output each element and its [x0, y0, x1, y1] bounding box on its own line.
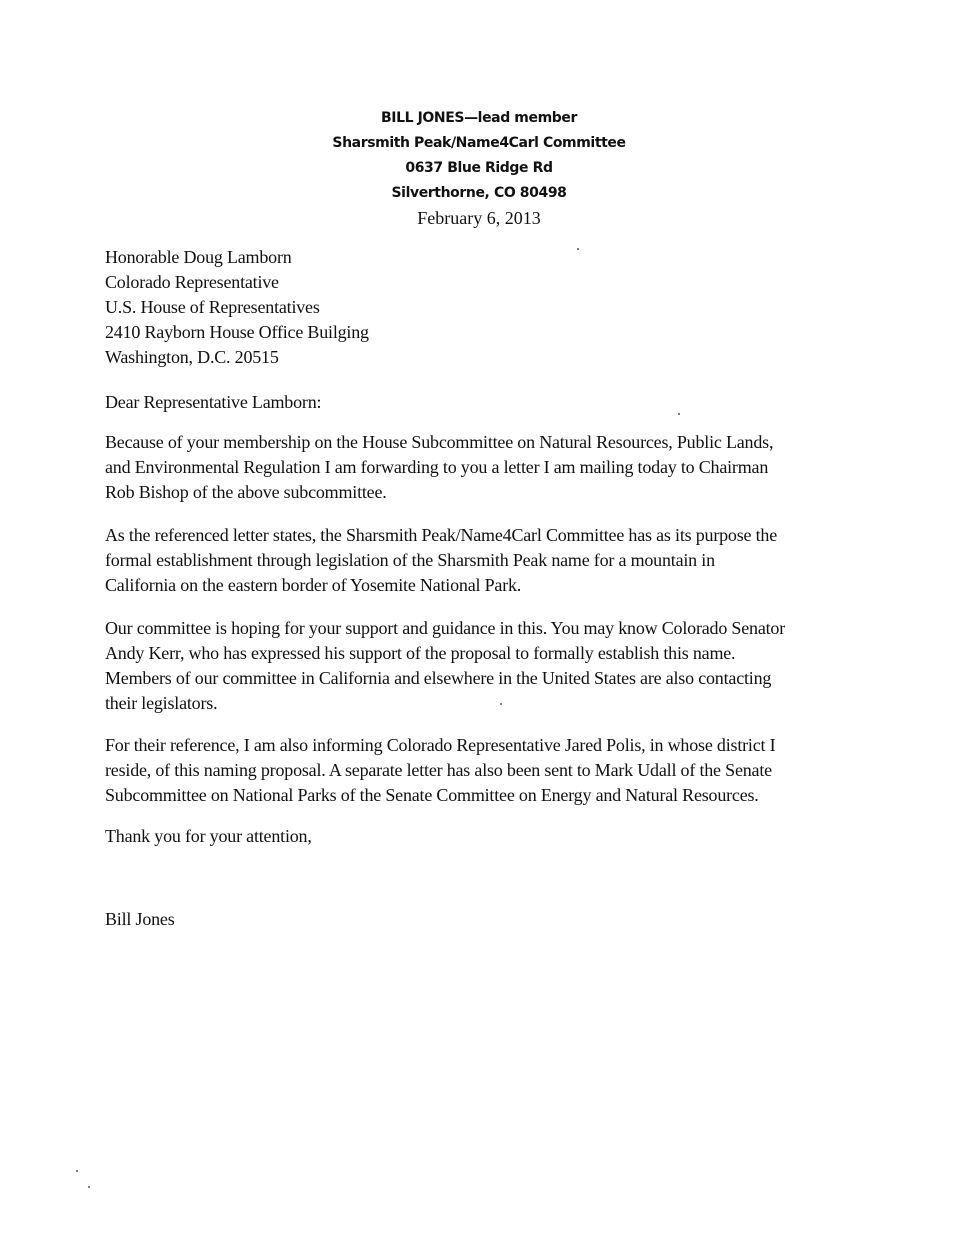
recipient-title: Colorado Representative [105, 272, 279, 292]
recipient-name: Honorable Doug Lamborn [105, 247, 292, 267]
sender-name-line: BILL JONES—lead member [381, 110, 577, 126]
paragraph-line: Subcommittee on National Parks of the Senate Committee on Energy and Natural Resources. [105, 785, 759, 805]
scan-speck [577, 248, 579, 250]
body-paragraph [105, 733, 865, 808]
scan-speck [500, 703, 502, 705]
paragraph-line: Andy Kerr, who has expressed his support of the proposal to formally establish this name. [105, 643, 736, 663]
scan-speck [678, 413, 680, 415]
scan-speck [76, 1170, 78, 1172]
paragraph-line: Our committee is hoping for your support and guidance in this. You may know Colorado Senator [105, 618, 786, 638]
body-paragraph [105, 430, 865, 505]
paragraph-line: formal establishment through legislation of the Sharsmith Peak name for a mountain in [105, 550, 715, 570]
scan-speck [88, 1186, 90, 1188]
paragraph-line: As the referenced letter states, the Sharsmith Peak/Name4Carl Committee has as its purpose the [105, 525, 778, 545]
paragraph-line: Members of our committee in California and elsewhere in the United States are also contacting [105, 668, 772, 688]
sender-street: 0637 Blue Ridge Rd [405, 160, 553, 176]
paragraph-line: Because of your membership on the House Subcommittee on Natural Resources, Public Lands, [105, 432, 774, 452]
paragraph-line: reside, of this naming proposal. A separate letter has also been sent to Mark Udall of the Senate [105, 760, 772, 780]
recipient-address-block [105, 245, 369, 370]
salutation: Dear Representative Lamborn: [105, 392, 322, 412]
letter-date: February 6, 2013 [417, 208, 541, 228]
recipient-city: Washington, D.C. 20515 [105, 347, 279, 367]
body-paragraph [105, 523, 865, 598]
paragraph-line: California on the eastern border of Yosemite National Park. [105, 575, 522, 595]
body-paragraph [105, 616, 865, 716]
paragraph-line: and Environmental Regulation I am forwarding to you a letter I am mailing today to Chairman [105, 457, 769, 477]
paragraph-line: their legislators. [105, 693, 218, 713]
letterhead [0, 106, 958, 231]
sender-city: Silverthorne, CO 80498 [391, 185, 567, 201]
signature-name: Bill Jones [105, 909, 175, 929]
recipient-body: U.S. House of Representatives [105, 297, 320, 317]
closing-line: Thank you for your attention, [105, 826, 312, 846]
paragraph-line: For their reference, I am also informing Colorado Representative Jared Polis, in whose district I [105, 735, 776, 755]
paragraph-line: Rob Bishop of the above subcommittee. [105, 482, 387, 502]
recipient-office-address: 2410 Rayborn House Office Builging [105, 322, 369, 342]
committee-name: Sharsmith Peak/Name4Carl Committee [332, 135, 626, 151]
